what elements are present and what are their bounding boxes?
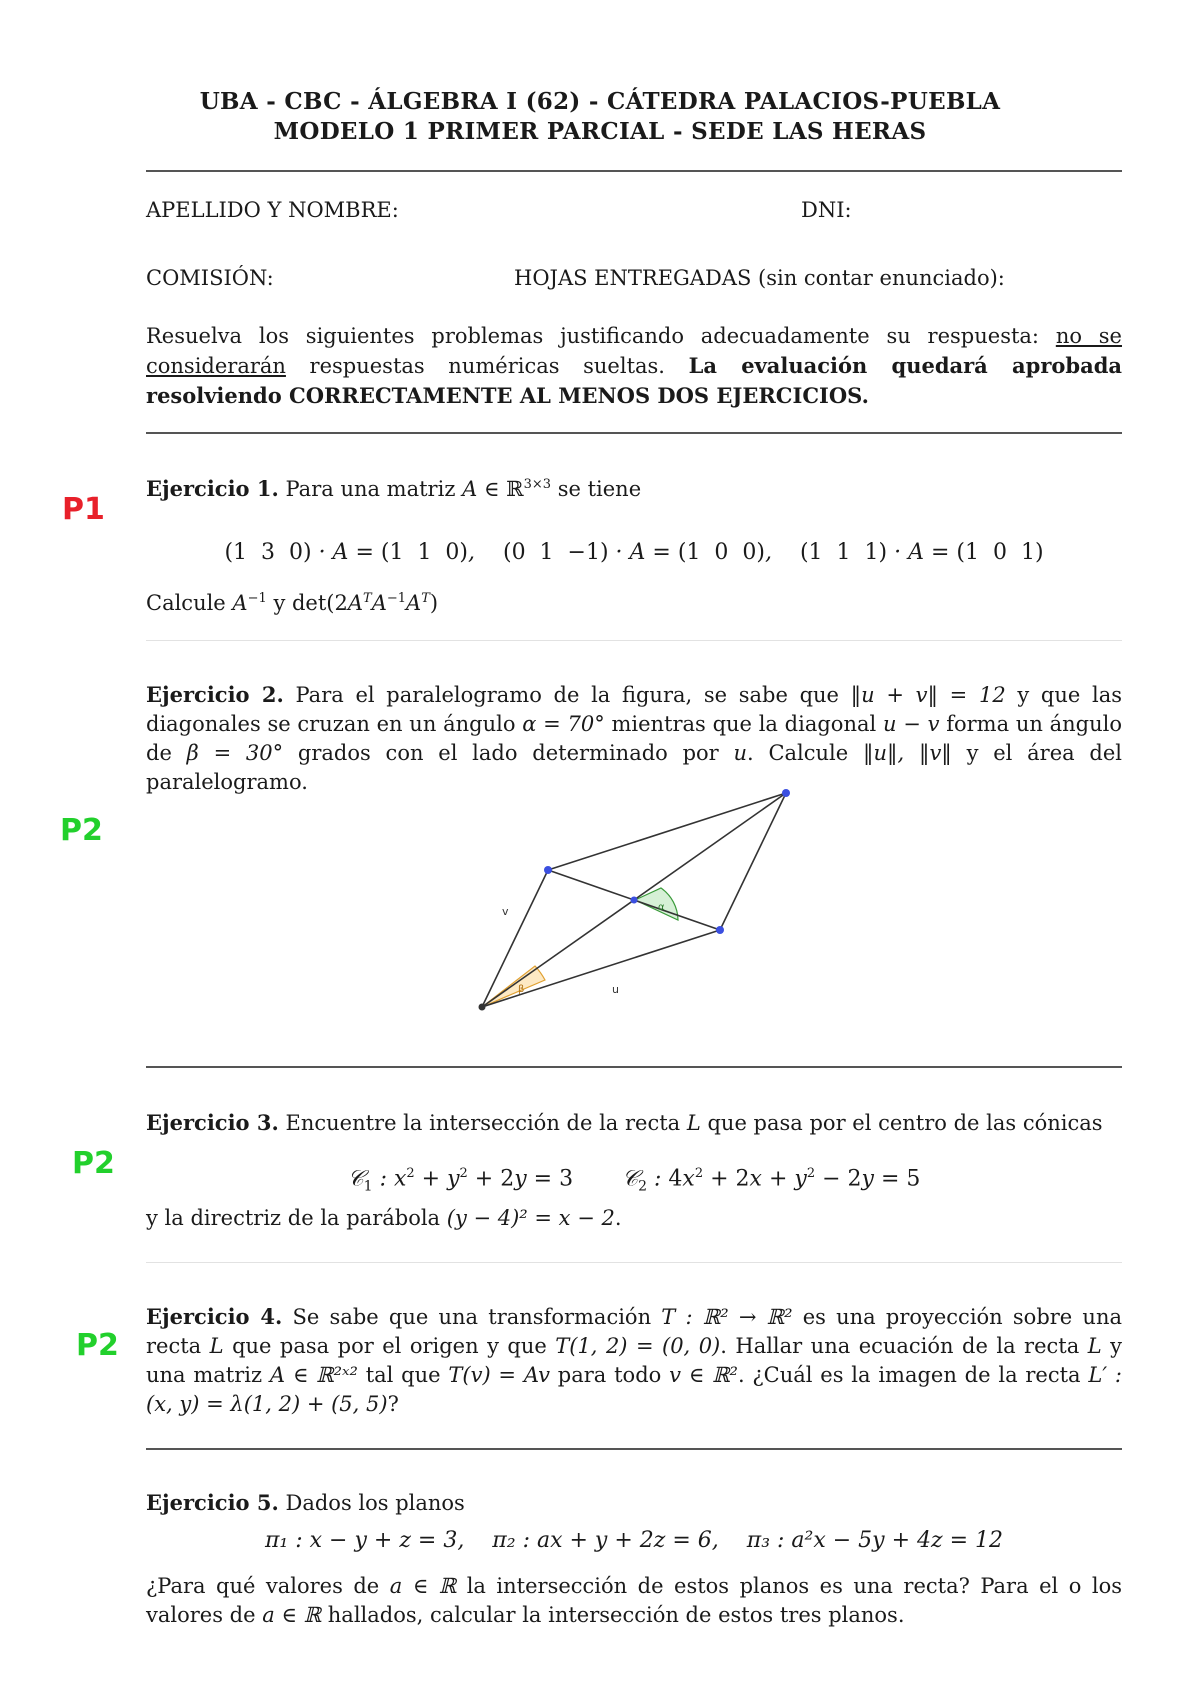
divider: [146, 1066, 1122, 1068]
divider: [146, 1262, 1122, 1263]
vertex-v: [544, 866, 552, 874]
comision-label: COMISIÓN:: [146, 266, 274, 290]
margin-tag-p2: P2: [72, 1146, 115, 1181]
name-label: APELLIDO Y NOMBRE:: [146, 198, 399, 222]
hojas-label: HOJAS ENTREGADAS (sin contar enunciado):: [514, 266, 1005, 290]
instructions: Resuelva los siguientes problemas justificando adecuadamente su respuesta: no se considerarán respuestas numéricas sueltas. La evaluación quedará aprobada resolviendo CORRECTAMENTE AL MENOS DOS EJERCICIOS.: [146, 324, 1122, 408]
exam-title-line1: UBA - CBC - ÁLGEBRA I (62) - CÁTEDRA PALACIOS-PUEBLA: [199, 88, 1001, 115]
side-right: [720, 793, 786, 930]
exercise-3-conics: 𝒞$_1$ : $x^2 + y^2 + 2y = 3$ 𝒞$_2$ : $4x^2 + 2x + y^2 - 2y = 5$: [347, 1166, 921, 1195]
vertex-u-plus-v: [782, 789, 790, 797]
margin-tag-p2: P2: [60, 813, 103, 848]
side-top: [548, 793, 786, 870]
exercise-5-planes: π₁ : x − y + z = 3, π₂ : ax + y + 2z = 6, π₃ : a²x − 5y + 4z = 12: [264, 1528, 1004, 1553]
parallelogram-figure: [440, 780, 800, 1020]
label-alpha: α: [658, 902, 665, 913]
exercise-5-question: ¿Para qué valores de a ∈ ℝ la intersección de estos planos es una recta? Para el o los valores de a ∈ ℝ hallados, calcular la intersección de estos tres planos.: [146, 1574, 1122, 1627]
label-u: u: [612, 983, 619, 996]
diagonal-intersection: [631, 897, 638, 904]
label-v: v: [502, 905, 509, 918]
vertex-origin: [479, 1004, 486, 1011]
exercise-1-statement: Ejercicio 1. Para una matriz A ∈ ℝ$^{3\times 3}$ se tiene: [146, 476, 642, 501]
divider: [146, 432, 1122, 434]
dni-label: DNI:: [801, 198, 852, 222]
exercise-4-statement: Ejercicio 4. Se sabe que una transformación T : ℝ² → ℝ² es una proyección sobre una recta L que pasa por el origen y que T(1, 2) = (0, 0). Hallar una ecuación de la recta L y una matriz A ∈ ℝ²ˣ² tal que T(v) = Av para todo v ∈ ℝ². ¿Cuál es la imagen de la recta L′ : (x, y) = λ(1, 2) + (5, 5)?: [146, 1304, 1122, 1416]
alpha-angle-arc: [635, 888, 678, 920]
vertex-u: [716, 926, 724, 934]
exercise-3-statement: Ejercicio 3. Encuentre la intersección de la recta L que pasa por el centro de las cónicas: [146, 1110, 1103, 1135]
divider: [146, 1448, 1122, 1450]
divider: [146, 170, 1122, 172]
margin-tag-p2: P2: [76, 1328, 119, 1363]
exam-title-line2: MODELO 1 PRIMER PARCIAL - SEDE LAS HERAS: [273, 118, 927, 145]
exercise-3-directrix: y la directriz de la parábola (y − 4)² = x − 2.: [146, 1206, 622, 1230]
exercise-1-equations: (1 3 0) · A = (1 1 0), (0 1 −1) · A = (1 0 0), (1 1 1) · A = (1 0 1): [224, 540, 1044, 565]
side-u: [482, 930, 720, 1007]
exercise-5-statement: Ejercicio 5. Dados los planos: [146, 1490, 465, 1515]
exercise-2-statement: Ejercicio 2. Para el paralelogramo de la figura, se sabe que ‖u + v‖ = 12 y que las diagonales se cruzan en un ángulo α = 70° mientras que la diagonal u − v forma un ángulo de β = 30° grados con el lado determinado por u. Calcule ‖u‖, ‖v‖ y el área del paralelogramo.: [146, 682, 1122, 794]
exercise-1-question: Calcule $A^{-1}$ y $\det(2A^TA^{-1}A^T)$: [146, 591, 439, 615]
margin-tag-p1: P1: [62, 492, 105, 527]
divider: [146, 640, 1122, 641]
label-beta: β: [518, 984, 525, 995]
